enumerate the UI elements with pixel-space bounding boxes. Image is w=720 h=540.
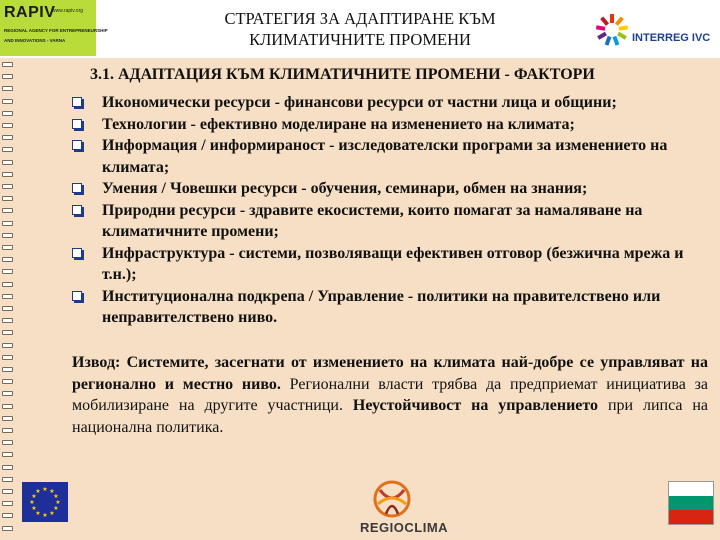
binding-ring-icon (2, 208, 13, 213)
list-item (72, 286, 712, 329)
binding-ring-icon (2, 62, 13, 67)
list-item (72, 243, 712, 286)
binding-ring-icon (2, 135, 13, 140)
factor-list (72, 92, 712, 329)
list-item (72, 92, 712, 114)
eu-flag-icon (22, 482, 68, 522)
binding-ring-icon (2, 330, 13, 335)
binding-strip (0, 58, 14, 540)
checkbox-bullet-icon (72, 205, 82, 215)
section-title: 3.1. АДАПТАЦИЯ КЪМ КЛИМАТИЧНИТЕ ПРОМЕНИ - ФАКТОРИ (90, 66, 595, 83)
interreg-logo (592, 12, 716, 48)
bg-flag-white (669, 482, 713, 496)
svg-text:★: ★ (42, 512, 48, 519)
svg-text:★: ★ (49, 510, 55, 517)
svg-text:★: ★ (55, 499, 61, 506)
binding-ring-icon (2, 233, 13, 238)
binding-ring-icon (2, 282, 13, 287)
checkbox-bullet-icon (72, 248, 82, 258)
binding-ring-icon (2, 111, 13, 116)
binding-ring-icon (2, 99, 13, 104)
bg-flag-green (669, 496, 713, 510)
binding-ring-icon (2, 306, 13, 311)
binding-ring-icon (2, 379, 13, 384)
binding-ring-icon (2, 367, 13, 372)
list-item (72, 114, 712, 136)
binding-ring-icon (2, 343, 13, 348)
regioclima-globe-icon (350, 478, 460, 520)
list-item-text: Икономически ресурси - финансови ресурси от частни лица и общини; (102, 94, 617, 111)
checkbox-bullet-icon (72, 97, 82, 107)
rapiv-line-2: AND INNOVATIONS - VARNA (4, 38, 66, 43)
binding-ring-icon (2, 416, 13, 421)
list-item (72, 135, 712, 178)
rapiv-brand: RAPIV (4, 4, 56, 21)
page-title-line-1: СТРАТЕГИЯ ЗА АДАПТИРАНЕ КЪМ (224, 9, 496, 28)
svg-text:★: ★ (53, 505, 59, 512)
rapiv-logo (0, 0, 108, 56)
svg-text:★: ★ (31, 505, 37, 512)
list-item-text: Институционална подкрепа / Управление - политики на правителствено или неправителствено ниво. (102, 287, 661, 326)
rapiv-url: www.rapiv.org (52, 8, 84, 14)
svg-text:★: ★ (35, 510, 41, 517)
binding-ring-icon (2, 245, 13, 250)
binding-ring-icon (2, 501, 13, 506)
list-item-text: Информация / информираност - изследователски програми за изменението на климата; (102, 137, 668, 176)
page-title (140, 8, 580, 50)
binding-ring-icon (2, 160, 13, 165)
binding-ring-icon (2, 184, 13, 189)
binding-ring-icon (2, 489, 13, 494)
binding-ring-icon (2, 440, 13, 445)
list-item (72, 200, 712, 243)
svg-text:★: ★ (29, 499, 35, 506)
checkbox-bullet-icon (72, 183, 82, 193)
checkbox-bullet-icon (72, 291, 82, 301)
svg-text:★: ★ (53, 493, 59, 500)
list-item (72, 178, 712, 200)
binding-ring-icon (2, 428, 13, 433)
binding-ring-icon (2, 477, 13, 482)
interreg-wordmark: INTERREG IVC (632, 32, 711, 44)
checkbox-bullet-icon (72, 140, 82, 150)
bg-flag-red (669, 510, 713, 524)
binding-ring-icon (2, 355, 13, 360)
bulgaria-flag-icon (668, 481, 714, 525)
svg-text:★: ★ (31, 493, 37, 500)
binding-ring-icon (2, 465, 13, 470)
conclusion-tail: при липса на национална политика. (72, 397, 709, 436)
page-title-line-2: КЛИМАТИЧНИТЕ ПРОМЕНИ (249, 30, 471, 49)
binding-ring-icon (2, 74, 13, 79)
binding-ring-icon (2, 86, 13, 91)
conclusion-text: Регионални власти трябва да предприемат инициатива за мобилизиране на другите участници. (72, 375, 708, 414)
svg-text:★: ★ (35, 488, 41, 495)
binding-ring-icon (2, 294, 13, 299)
list-item-text: Технологии - ефективно моделиране на изменението на климата; (102, 115, 575, 133)
binding-ring-icon (2, 172, 13, 177)
binding-ring-icon (2, 526, 13, 531)
binding-ring-icon (2, 513, 13, 518)
list-item-text: Умения / Човешки ресурси - обучения, семинари, обмен на знания; (102, 180, 588, 197)
checkbox-bullet-icon (72, 119, 82, 129)
regioclima-logo (350, 478, 460, 538)
conclusion-paragraph (72, 352, 708, 438)
header (0, 0, 720, 58)
interreg-star-icon (592, 12, 632, 48)
binding-ring-icon (2, 147, 13, 152)
conclusion-bold-tail: Неустойчивост на управлението (352, 397, 599, 414)
svg-text:★: ★ (49, 488, 55, 495)
binding-ring-icon (2, 452, 13, 457)
binding-ring-icon (2, 318, 13, 323)
rapiv-line-1: REGIONAL AGENCY FOR ENTREPRENEURSHIP (4, 28, 108, 33)
binding-ring-icon (2, 269, 13, 274)
list-item-text: Природни ресурси - здравите екосистеми, които помагат за намаляване на климатичните промени; (102, 201, 643, 240)
binding-ring-icon (2, 196, 13, 201)
binding-ring-icon (2, 257, 13, 262)
list-item-text: Инфраструктура - системи, позволяващи ефективен отговор (безжична мрежа и т.н.); (102, 244, 684, 283)
binding-ring-icon (2, 221, 13, 226)
svg-text:★: ★ (42, 486, 48, 493)
regioclima-wordmark: REGIOCLIMA (360, 520, 449, 535)
binding-ring-icon (2, 404, 13, 409)
binding-ring-icon (2, 391, 13, 396)
conclusion-bold: Извод: Системите, засегнати от изменението на климата най-добре се управляват на регионално и местно ниво. (72, 354, 708, 393)
binding-ring-icon (2, 123, 13, 128)
